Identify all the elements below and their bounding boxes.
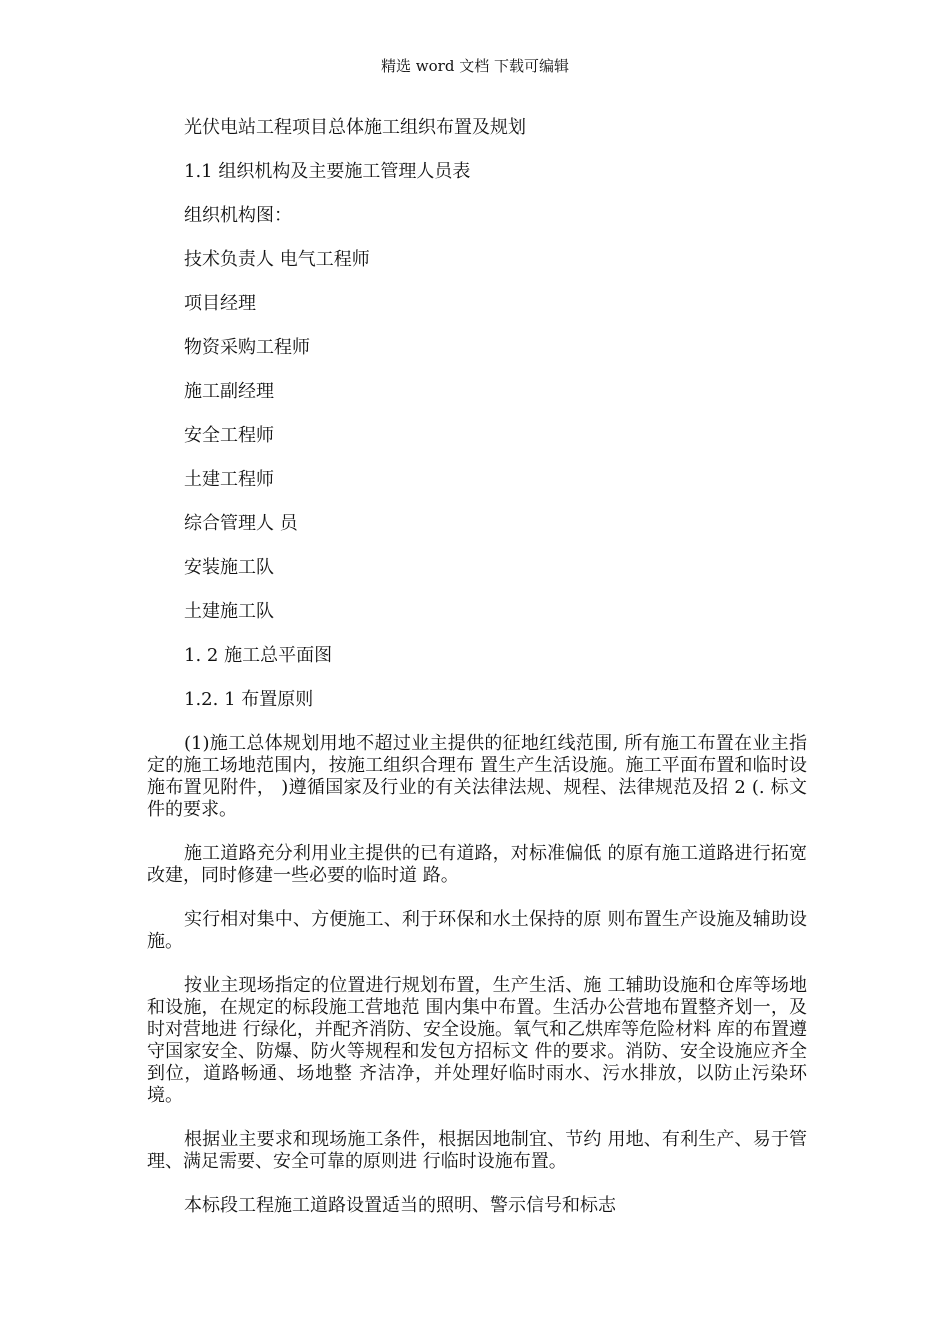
org-item: 土建工程师 — [184, 469, 274, 490]
document-title: 光伏电站工程项目总体施工组织布置及规划 — [184, 117, 526, 138]
org-item: 项目经理 — [184, 293, 256, 314]
section-heading-1-1: 1.1 组织机构及主要施工管理人员表 — [184, 161, 471, 182]
org-item: 土建施工队 — [184, 601, 274, 622]
body-paragraph: (1)施工总体规划用地不超过业主提供的征地红线范围, 所有施工布置在业主指定的施工场地范围内，按施工组织合理布 置生产生活设施。施工平面布置和临时设施布置见附件， )遵循国家及行业的有关法律法规、规程、法律规范及招 2 (. 标文件的要求。 — [147, 733, 807, 820]
body-paragraph: 根据业主要求和现场施工条件，根据因地制宜、节约 用地、有利生产、易于管理、满足需要、安全可靠的原则进 行临时设施布置。 — [147, 1129, 807, 1172]
org-item: 安全工程师 — [184, 425, 274, 446]
body-paragraph: 本标段工程施工道路设置适当的照明、警示信号和标志 — [184, 1195, 616, 1216]
org-item: 安装施工队 — [184, 557, 274, 578]
page-header: 精选 word 文档 下载可编辑 — [381, 57, 569, 75]
org-item: 施工副经理 — [184, 381, 274, 402]
org-item: 物资采购工程师 — [184, 337, 310, 358]
section-heading-1-2: 1. 2 施工总平面图 — [184, 645, 333, 666]
section-heading-1-2-1: 1.2. 1 布置原则 — [184, 689, 314, 710]
body-paragraph: 按业主现场指定的位置进行规划布置，生产生活、施 工辅助设施和仓库等场地和设施，在规定的标段施工营地范 围内集中布置。生活办公营地布置整齐划一，及时对营地进 行绿化，并配齐消防、安全设施。氧气和乙烘库等危险材料 库的布置遵守国家安全、防爆、防火等规程和发包方招标文 件的要求。消防、安全设施应齐全到位，道路畅通、场地整 齐洁净，并处理好临时雨水、污水排放，以防止污染环境。 — [147, 975, 807, 1106]
body-paragraph: 施工道路充分利用业主提供的已有道路，对标准偏低 的原有施工道路进行拓宽改建，同时修建一些必要的临时道 路。 — [147, 843, 807, 886]
org-item: 技术负责人 电气工程师 — [184, 249, 370, 270]
org-chart-label: 组织机构图： — [184, 205, 292, 226]
body-paragraph: 实行相对集中、方便施工、利于环保和水土保持的原 则布置生产设施及辅助设施。 — [147, 909, 807, 952]
org-item: 综合管理人 员 — [184, 513, 298, 534]
